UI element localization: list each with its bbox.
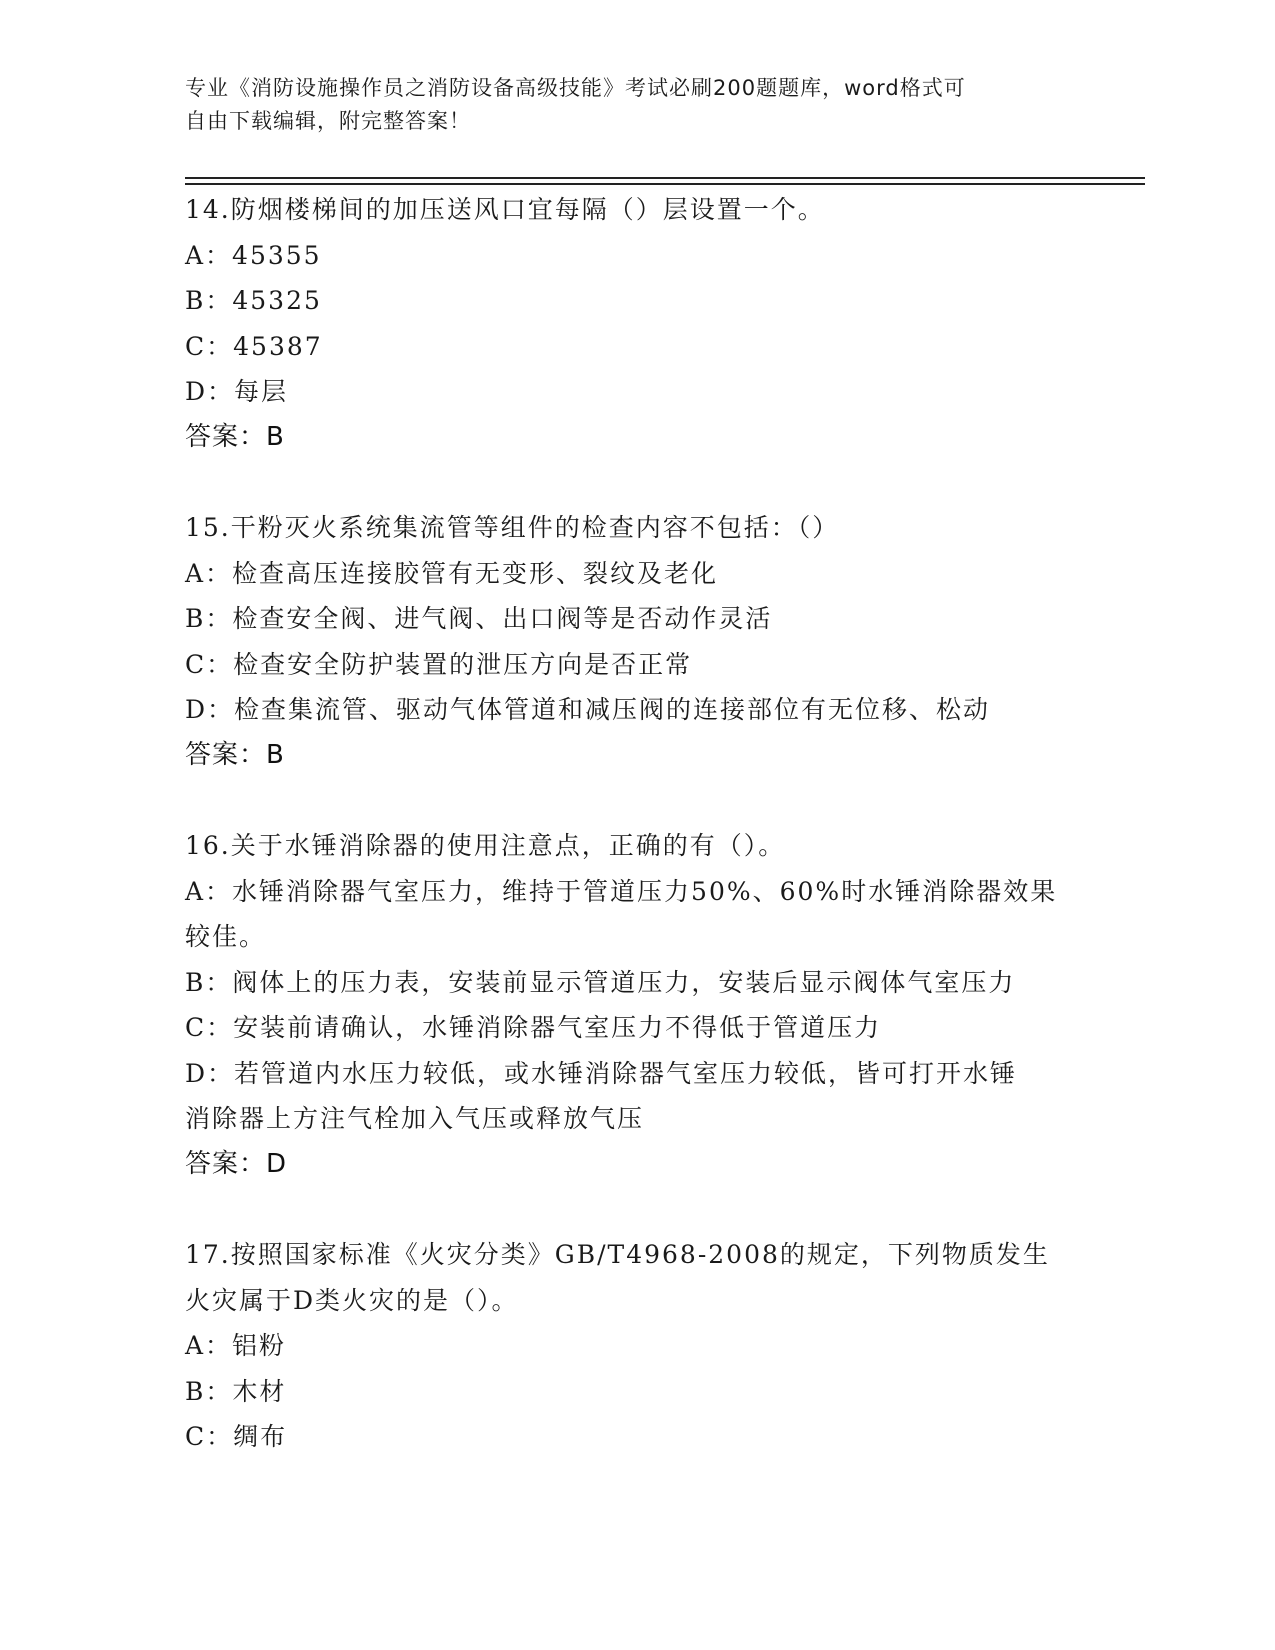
- question-spacer: [185, 778, 1085, 823]
- option-a: 较佳。: [185, 922, 267, 951]
- question-stem: 火灾属于D类火灾的是（）。: [185, 1285, 519, 1315]
- header-line-1: 专业《消防设施操作员之消防设备高级技能》考试必刷200题题库，word格式可: [185, 76, 966, 100]
- question-block: [185, 505, 1085, 778]
- option-d: D：若管道内水压力较低，或水锤消除器气室压力较低，皆可打开水锤: [185, 1058, 1018, 1088]
- header-line-2: 自由下载编辑，附完整答案！: [185, 109, 471, 133]
- option-b: B：木材: [185, 1376, 287, 1406]
- option-c: C：安装前请确认，水锤消除器气室压力不得低于管道压力: [185, 1013, 882, 1042]
- option-c: C：检查安全防护装置的泄压方向是否正常: [185, 649, 693, 679]
- question-spacer: [185, 460, 1085, 505]
- question-block: [185, 187, 1085, 460]
- question-block: [185, 823, 1085, 1187]
- question-stem: 16.关于水锤消除器的使用注意点，正确的有（）。: [185, 831, 786, 860]
- option-a: A：检查高压连接胶管有无变形、裂纹及老化: [185, 558, 719, 588]
- option-a: A：水锤消除器气室压力，维持于管道压力50%、60%时水锤消除器效果: [185, 876, 1058, 906]
- header-divider-bottom: [185, 183, 1145, 185]
- question-list: [185, 187, 1085, 1460]
- option-d: D：检查集流管、驱动气体管道和减压阀的连接部位有无位移、松动: [185, 695, 991, 724]
- answer-line: 答案：D: [185, 1148, 288, 1179]
- question-stem: 15.干粉灭火系统集流管等组件的检查内容不包括：（）: [185, 513, 840, 542]
- header-divider-top: [185, 177, 1145, 179]
- document-header: [185, 72, 1065, 138]
- question-stem: 14.防烟楼梯间的加压送风口宜每隔（）层设置一个。: [185, 195, 825, 224]
- option-d: 消除器上方注气栓加入气压或释放气压: [185, 1104, 645, 1133]
- option-c: C：绸布: [185, 1422, 288, 1451]
- option-b: B：45325: [185, 286, 322, 315]
- option-c: C：45387: [185, 331, 323, 361]
- option-b: B：阀体上的压力表，安装前显示管道压力，安装后显示阀体气室压力: [185, 967, 1016, 997]
- answer-line: 答案：B: [185, 421, 285, 452]
- question-block: [185, 1232, 1085, 1460]
- question-spacer: [185, 1187, 1085, 1232]
- question-stem: 17.按照国家标准《火灾分类》GB/T4968-2008的规定，下列物质发生: [185, 1240, 1050, 1269]
- option-a: A：45355: [185, 240, 322, 270]
- option-b: B：检查安全阀、进气阀、出口阀等是否动作灵活: [185, 604, 773, 633]
- option-d: D：每层: [185, 377, 289, 406]
- option-a: A：铝粉: [185, 1331, 287, 1360]
- answer-line: 答案：B: [185, 739, 285, 770]
